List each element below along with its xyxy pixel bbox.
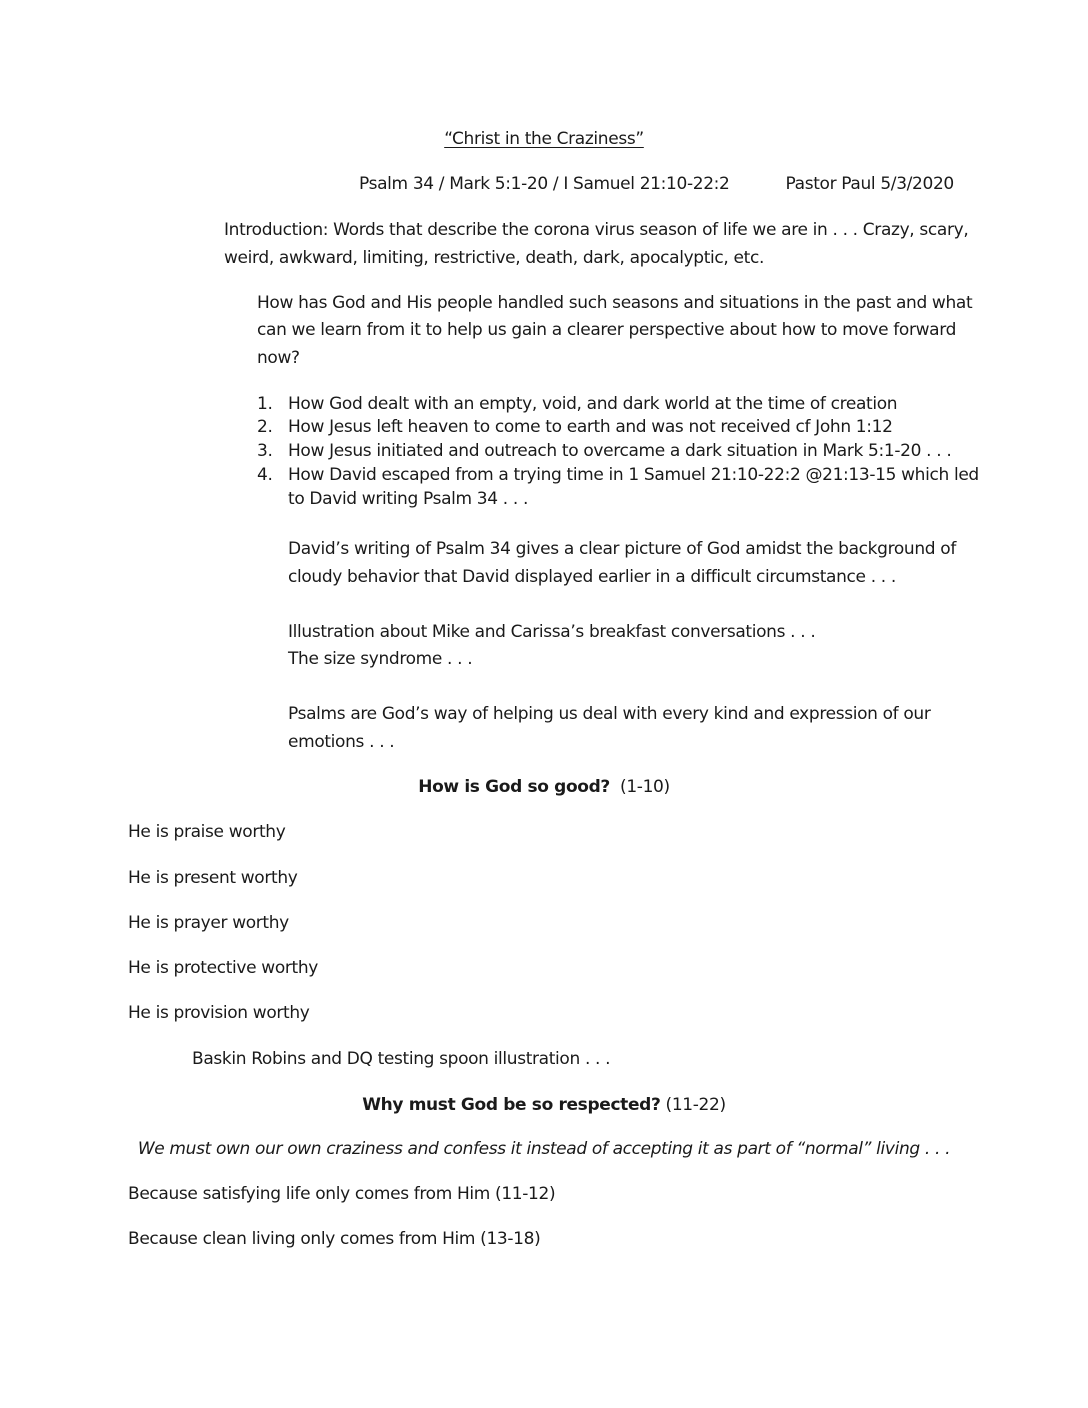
illustration-line: Illustration about Mike and Carissa’s breakfast conversations . . . xyxy=(288,622,816,642)
section-heading-text: Why must God be so respected? xyxy=(362,1095,661,1115)
section-heading-respect xyxy=(0,1097,1088,1114)
intro-line: weird, awkward, limiting, restrictive, death, dark, apocalyptic, etc. xyxy=(224,248,764,268)
list-number: 3. xyxy=(257,441,273,461)
sermon-title: “Christ in the Craziness” xyxy=(444,129,644,149)
section-heading-good xyxy=(0,779,1088,796)
david-paragraph-line: David’s writing of Psalm 34 gives a clear picture of God amidst the background of xyxy=(288,539,956,559)
question-line: How has God and His people handled such seasons and situations in the past and what xyxy=(257,293,973,313)
psalms-paragraph-line: emotions . . . xyxy=(288,732,395,752)
worthy-point: He is protective worthy xyxy=(128,958,318,978)
list-item: How David escaped from a trying time in 1 Samuel 21:10-22:2 @21:13-15 which led xyxy=(288,465,979,485)
list-item: How God dealt with an empty, void, and dark world at the time of creation xyxy=(288,394,898,414)
question-line: can we learn from it to help us gain a clearer perspective about how to move forward xyxy=(257,320,957,340)
illustration-line: The size syndrome . . . xyxy=(288,649,473,669)
pastor-date: Pastor Paul 5/3/2020 xyxy=(785,174,954,194)
intro-line: Introduction: Words that describe the corona virus season of life we are in . . . Crazy, scary, xyxy=(224,220,969,240)
list-number: 1. xyxy=(257,394,273,414)
list-item: How Jesus left heaven to come to earth and was not received cf John 1:12 xyxy=(288,417,893,437)
list-item-continued: to David writing Psalm 34 . . . xyxy=(288,489,529,509)
question-line: now? xyxy=(257,348,300,368)
because-point: Because clean living only comes from Him (13-18) xyxy=(128,1229,541,1249)
worthy-point: He is prayer worthy xyxy=(128,913,289,933)
list-number: 4. xyxy=(257,465,273,485)
baskin-illustration: Baskin Robins and DQ testing spoon illustration . . . xyxy=(192,1049,611,1069)
david-paragraph-line: cloudy behavior that David displayed earlier in a difficult circumstance . . . xyxy=(288,567,896,587)
list-number: 2. xyxy=(257,417,273,437)
section-heading-ref: (11-22) xyxy=(665,1095,726,1115)
section-heading-ref: (1-10) xyxy=(620,777,670,797)
because-point: Because satisfying life only comes from Him (11-12) xyxy=(128,1184,556,1204)
list-item: How Jesus initiated and outreach to overcame a dark situation in Mark 5:1-20 . . . xyxy=(288,441,952,461)
own-craziness-statement: We must own our own craziness and confess it instead of accepting it as part of “normal” living . . . xyxy=(137,1139,951,1159)
scripture-references: Psalm 34 / Mark 5:1-20 / I Samuel 21:10-22:2 xyxy=(359,174,730,194)
worthy-point: He is provision worthy xyxy=(128,1003,310,1023)
worthy-point: He is praise worthy xyxy=(128,822,286,842)
worthy-point: He is present worthy xyxy=(128,868,298,888)
section-heading-text: How is God so good? xyxy=(418,777,610,797)
psalms-paragraph-line: Psalms are God’s way of helping us deal with every kind and expression of our xyxy=(288,704,931,724)
scripture-line xyxy=(359,176,954,193)
